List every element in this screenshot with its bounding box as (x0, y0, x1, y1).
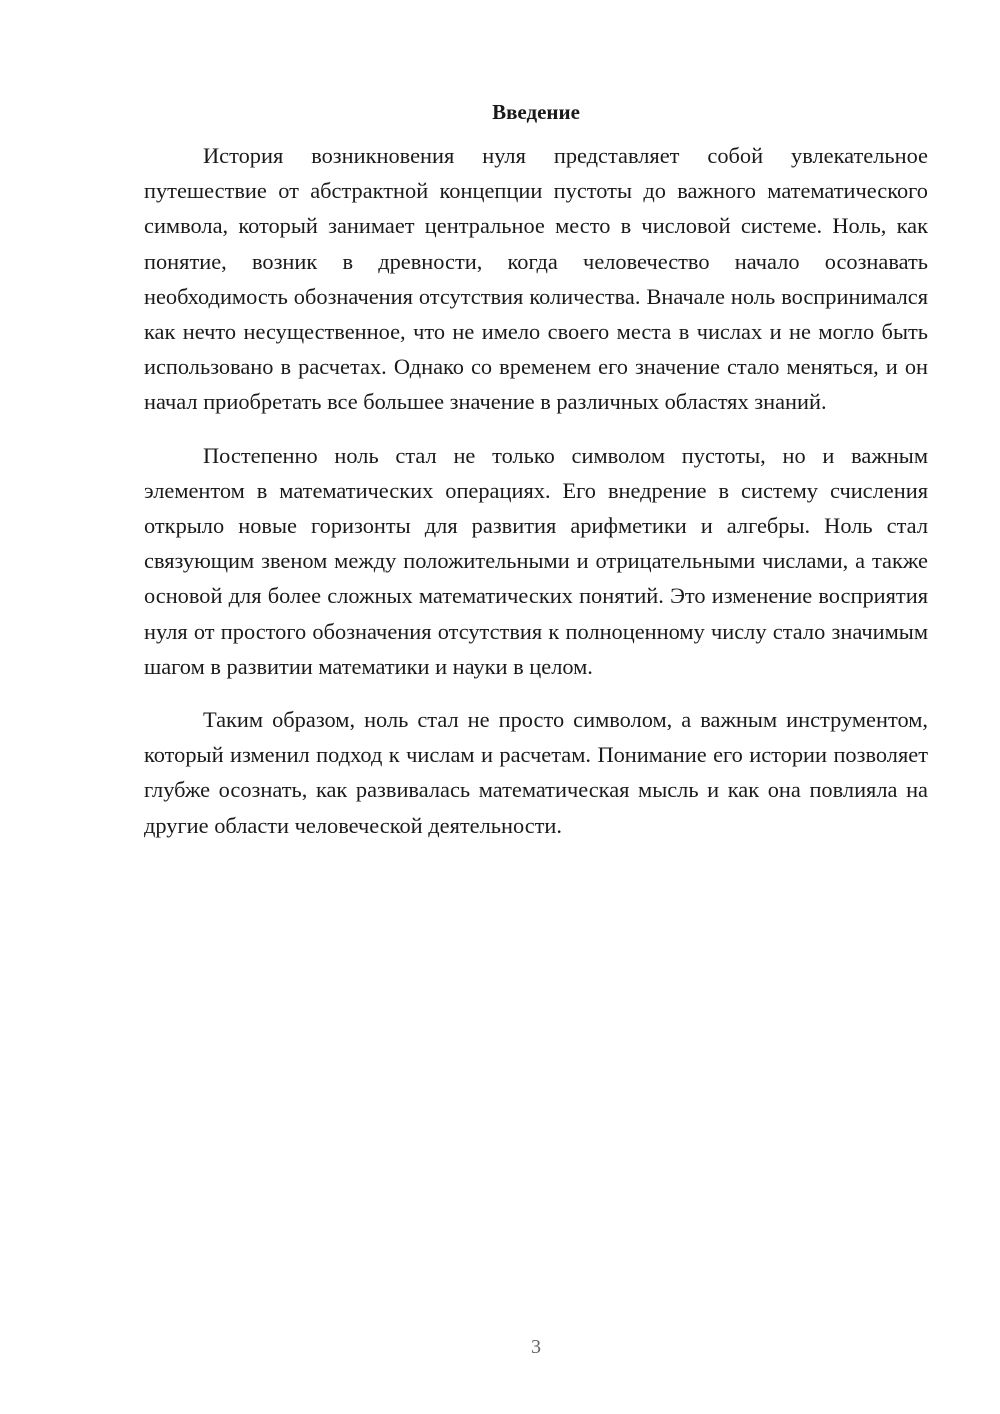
paragraph-1: История возникновения нуля представляет собой увлекательное путешествие от абстрактной концепции пустоты до важного математического символа, который занимает центральное место в числовой системе. Ноль, как понятие, возник в древности, когда человечество начало осознавать необходимость обозначения отсутствия количества. Вначале ноль воспринимался как нечто несущественное, что не имело своего места в числах и не могло быть использовано в расчетах. Однако со временем его значение стало меняться, и он начал приобретать все большее значение в различных областях знаний. (144, 143, 928, 415)
page-number: 3 (531, 1336, 541, 1358)
paragraph-3: Таким образом, ноль стал не просто символом, а важным инструментом, который изменил подход к числам и расчетам. Понимание его истории позволяет глубже осознать, как развивалась математическая мысль и как она повлияла на другие области человеческой деятельности. (144, 707, 928, 838)
paragraph-2: Постепенно ноль стал не только символом пустоты, но и важным элементом в математических операциях. Его внедрение в систему счисления открыло новые горизонты для развития арифметики и алгебры. Ноль стал связующим звеном между положительными и отрицательными числами, а также основой для более сложных математических понятий. Это изменение восприятия нуля от простого обозначения отсутствия к полноценному числу стало значимым шагом в развитии математики и науки в целом. (144, 442, 928, 679)
section-heading: Введение (492, 100, 580, 124)
page-content (144, 96, 928, 861)
